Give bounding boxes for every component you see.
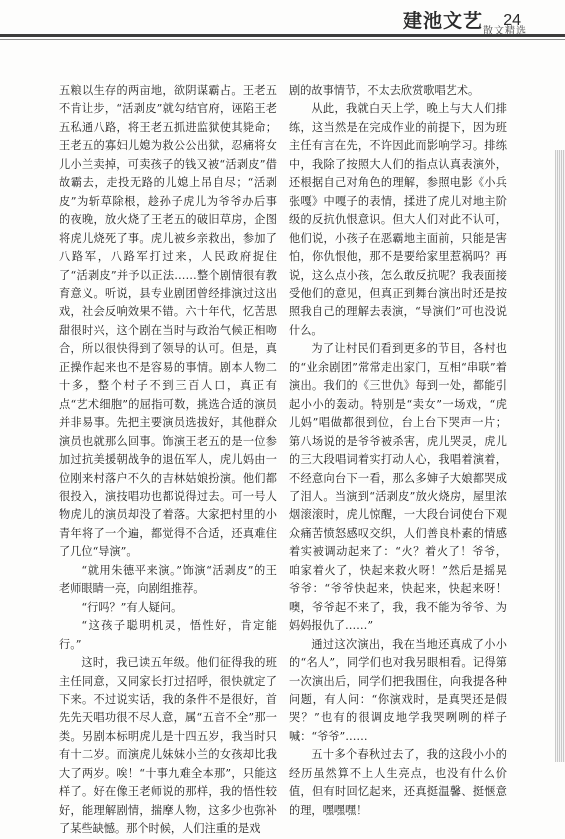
paragraph: 为了让村民们看到更多的节目，各村也的“业余剧团”常常走出家门，互相“串联”着演出。我们的《三世仇》每到一处，都能引起小小的轰动。特别是“卖女”一场戏，“虎儿妈”唱做都很到位，台上台下哭声一片；第八场说的是爷爷被杀害，虎儿哭灵，虎儿的三大段唱词着实打动人心，我唱着演着，不经意向台下一看，那么多婶子大娘都哭成了泪人。当演到“活剥皮”放火烧房，屋里浓烟滚滚时，虎儿惊醒，一大段台词使台下观众痛苦愤怒感叹交织，人们善良朴素的情感着实被调动起来了：“火？着火了！爷爷，咱家着火了，快起来救火呀！”然后是摇晃爷爷：“爷爷快起来，快起来，快起来呀！噢，爷爷起不来了，我，我不能为爷爷、为妈妈报仇了……”: [289, 342, 507, 633]
paragraph: 通过这次演出，我在当地还真成了小小的“名人”，同学们也对我另眼相看。记得第一次演出后，同学们把我围住，向我提各种问题，有人问：“你演戏时，是真哭还是假哭？”也有的很调皮地学我哭咧咧的样子喊：“爷爷”……: [289, 637, 507, 743]
paragraph: “行吗？”有人疑问。: [81, 600, 183, 614]
paragraph: 五粮以生存的两亩地，欲阴谋霸占。王老五不肯让步，“活剥皮”就勾结官府，诬陷王老五私通八路，将王老五抓进监狱使其毙命；王老五的寡妇儿媳为救公公出狱，忍痛将女儿小兰卖掉，可卖孩子的钱又被“活剥皮”借故霸去，走投无路的儿媳上吊自尽；“活剥皮”为斩草除根，趁孙子虎儿为爷爷办后事的夜晚，放火烧了王老五的破旧草房，企图将虎儿烧死了事。虎儿被乡亲救出，参加了八路军，八路军打过来，人民政府捉住了“活剥皮”并予以正法……整个剧情很有教育意义。听说，县专业剧团曾经排演过这出戏，社会反响效果不错。六十年代，忆苦思甜很时兴，这个剧在当时与政治气候正相吻合，所以很快得到了领导的认可。但是，真正操作起来也不是容易的事情。剧本人物二十多，整个村子不到三百人口，真正有点“艺术细胞”的屈指可数，挑选合适的演员并非易事。先把主要演员选拔好，其他群众演员也就那么回事。饰演王老五的是一位参加过抗美援朝战争的退伍军人，虎儿妈由一位刚来村落户不久的吉林姑娘扮演。他们都很投入，演技唱功也都说得过去。可一号人物虎儿的演员却没了着落。大家把村里的小青年将了一个遍，都觉得不合适，还真难住了几位“导演”。: [59, 84, 277, 559]
decorative-edge-stripe: [555, 150, 565, 762]
paragraph: 这时，我已读五年级。他们征得我的班主任同意，又同家长打过招呼，很快就定了下来。不过说实话，我的条件不是很好，首先先天唱功很不尽人意，属“五音不全”那一类。另剧本标明虎儿是十四五岁，我当时只有十二岁。而演虎儿妹妹小兰的女孩却比我大了两岁。唉！“十事九难全本那”，只能这样了。好在像王老师说的那样，我的悟性较好，能理解剧情，揣摩人物，这多少也弥补了某些缺憾。那个时候，人们注重的是戏: [59, 656, 277, 836]
header-rule: [0, 34, 565, 37]
right-column: [289, 82, 507, 820]
paragraph: “这孩子聪明机灵，悟性好，肯定能行。”: [59, 619, 277, 651]
left-column: [59, 82, 277, 839]
magazine-title: 建池文艺: [402, 10, 483, 32]
paragraph: 从此，我就白天上学，晚上与大人们排练，这当然是在完成作业的前提下，因为班主任有言在先，不许因此而影响学习。排练中，我除了按照大人们的指点认真表演外，还根据自己对角色的理解，参照电影《小兵张嘎》中嘎子的表情，揉进了虎儿对地主阶级的反抗仇恨意识。但大人们对此不认可，他们说，小孩子在恶霸地主面前，只能是害怕，你仇恨他，那不是要给家里惹祸吗？再说，这么点小孩，怎么敢反抗呢？我表面接受他们的意见，但真正到舞台演出时还是按照我自己的理解去表演，“导演们”可也没说什么。: [289, 102, 507, 337]
paragraph: 五十多个春秋过去了，我的这段小小的经历虽然算不上人生亮点，也没有什么价值，但有时回忆起来，还真挺温馨、挺惬意的理，嘿嘿嘿！: [289, 748, 507, 817]
section-label: 散文精选: [483, 26, 527, 37]
page-number: 24: [503, 12, 521, 29]
paragraph: “就用朱德平来演。”饰演“活剥皮”的王老师眼睛一亮，向剧组推荐。: [59, 563, 277, 596]
paragraph: 剧的故事情节，不太去欣赏歌唱艺术。: [289, 84, 480, 97]
header-rule-thin: [0, 39, 565, 40]
